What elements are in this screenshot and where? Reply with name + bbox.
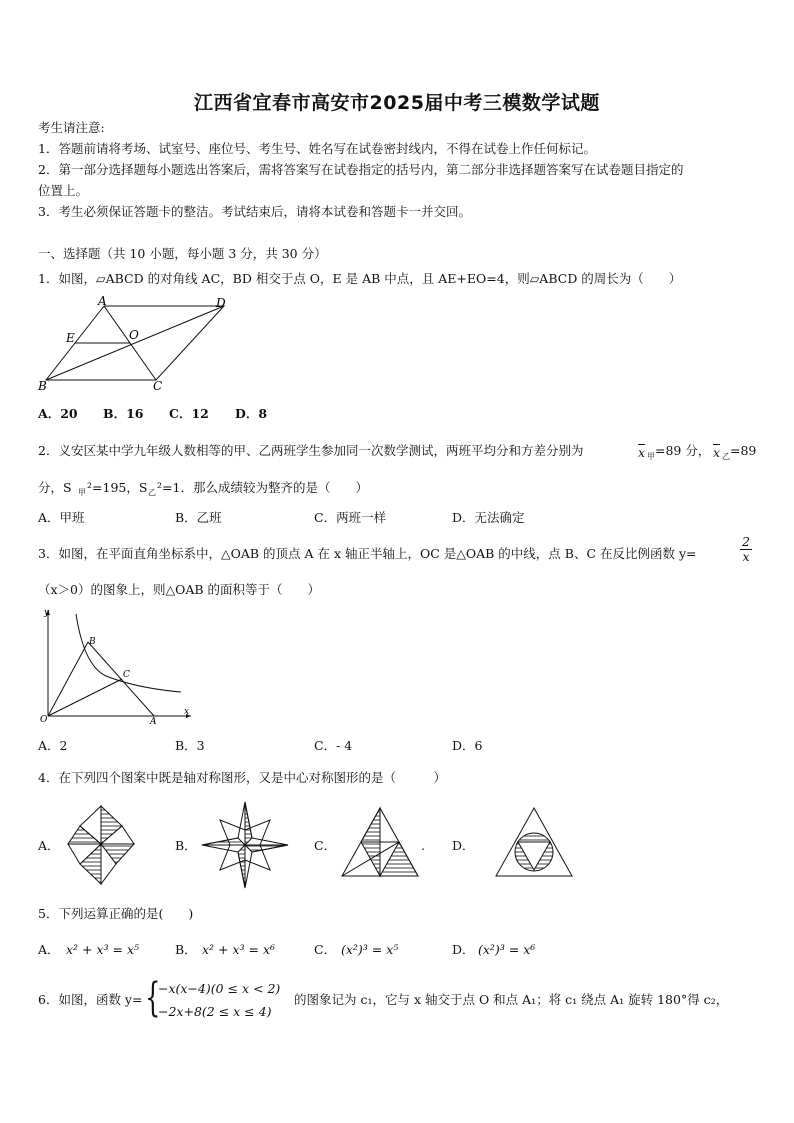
- q6-stem-a: 6．如图，函数 y=: [38, 992, 143, 1007]
- q2-stem-a: 2．义安区某中学九年级人数相等的甲、乙两班学生参加同一次数学测试，两班平均分和方差分别为: [38, 443, 584, 458]
- q4-triangle-figure-c: [340, 806, 420, 878]
- q2-eq-yi: =89: [730, 443, 757, 458]
- q2-s-sub-jia: 甲: [78, 488, 86, 497]
- q5-label-a: A．: [38, 942, 60, 957]
- q5-label-c: C．: [314, 942, 337, 957]
- q5-expr-b: x² + x³ = x⁶: [202, 942, 276, 957]
- q3-label-x: x: [184, 707, 190, 717]
- q2-sub-yi: 乙: [722, 452, 730, 461]
- q5-label-b: B．: [175, 942, 197, 957]
- q2-s-sub-yi: 乙: [148, 488, 156, 497]
- notice-item-2: 2．第一部分选择题每小题选出答案后，需将答案写在试卷指定的括号内，第二部分非选择题答案写在试卷题目指定的: [38, 162, 684, 177]
- q3-option-b: B．3: [175, 738, 205, 753]
- q3-label-y: y: [44, 608, 50, 618]
- q1-label-d: D: [216, 296, 226, 310]
- q1-label-c: C: [153, 379, 163, 392]
- notice-heading: 考生请注意:: [38, 120, 105, 135]
- q1-parallelogram-figure: [36, 296, 230, 392]
- q2-eq-jia: =89 分，: [655, 443, 711, 458]
- page-title: 江西省宜春市高安市2025届中考三模数学试题: [194, 92, 600, 114]
- q4-stem: 4．在下列四个图案中既是轴对称图形，又是中心对称图形的是（ ）: [38, 770, 446, 785]
- q4-label-b: B．: [175, 838, 197, 853]
- q5-expr-c: (x²)³ = x⁵: [341, 942, 399, 957]
- q2-option-b: B．乙班: [175, 510, 222, 525]
- q1-label-a: A: [98, 296, 107, 308]
- q6-case-1: −x(x−4)(0 ≤ x < 2): [158, 981, 281, 996]
- q3-label-b: B: [89, 637, 96, 647]
- q6-case-2: −2x+8(2 ≤ x ≤ 4): [158, 1004, 272, 1019]
- q5-label-d: D．: [452, 942, 475, 957]
- section-heading: 一、选择题（共 10 小题，每小题 3 分，共 30 分）: [38, 246, 327, 261]
- notice-item-2-cont: 位置上。: [38, 183, 89, 198]
- q6-stem-b: 的图象记为 c₁，它与 x 轴交于点 O 和点 A₁；将 c₁ 绕点 A₁ 旋转 180°得 c₂，: [294, 992, 729, 1007]
- q3-label-o: O: [40, 715, 48, 725]
- q2-stem-b3: ²=1．那么成绩较为整齐的是（ ）: [157, 480, 368, 495]
- q4-label-a: A．: [38, 838, 60, 853]
- q2-sub-jia: 甲: [647, 452, 655, 461]
- q3-option-a: A．2: [38, 738, 68, 753]
- q3-label-a: A: [150, 717, 157, 726]
- q2-option-d: D．无法确定: [452, 510, 525, 525]
- q3-frac-den: x: [742, 549, 750, 564]
- q3-stem-b: （x＞0）的图象上，则△OAB 的面积等于（ ）: [38, 582, 321, 597]
- q1-stem: 1．如图，▱ABCD 的对角线 AC，BD 相交于点 O，E 是 AB 中点，且 AE+EO=4，则▱ABCD 的周长为（ ）: [38, 271, 682, 286]
- q5-expr-a: x² + x³ = x⁵: [66, 942, 140, 957]
- q1-option-a: A．20: [38, 406, 78, 421]
- q1-label-b: B: [38, 379, 47, 392]
- q3-option-c: C．- 4: [314, 738, 353, 753]
- notice-item-1: 1．答题前请将考场、试室号、座位号、考生号、姓名写在试卷密封线内，不得在试卷上作任何标记。: [38, 141, 596, 156]
- q2-xbar-yi: $\overline{x}$: [713, 445, 721, 460]
- q3-fraction: [740, 535, 752, 564]
- q1-option-d: D．8: [235, 406, 268, 421]
- notice-item-3: 3．考生必须保证答题卡的整洁。考试结束后，请将本试卷和答题卡一并交回。: [38, 204, 471, 219]
- q4-label-d: D．: [452, 838, 475, 853]
- q3-option-d: D．6: [452, 738, 483, 753]
- q3-coordinate-figure: [36, 606, 196, 726]
- q3-frac-num: 2: [742, 534, 750, 549]
- q4-star-figure-b: [200, 800, 290, 890]
- q2-xbar-jia: $\overline{x}$: [638, 445, 646, 460]
- q3-stem: 3．如图，在平面直角坐标系中，△OAB 的顶点 A 在 x 轴正半轴上，OC 是△OAB 的中线，点 B、C 在反比例函数 y=: [38, 546, 697, 561]
- q3-label-c: C: [123, 670, 130, 680]
- q5-expr-d: (x²)³ = x⁶: [478, 942, 536, 957]
- q6-brace: {: [145, 975, 161, 1021]
- q4-dot: .: [421, 838, 425, 853]
- q1-option-c: C．12: [169, 406, 209, 421]
- q2-stem-b1: 分，S: [38, 480, 72, 495]
- q1-label-e: E: [66, 331, 75, 345]
- q4-pinwheel-figure-a: [66, 804, 136, 886]
- q2-option-c: C．两班一样: [314, 510, 387, 525]
- q2-stem-b2: ²=195，S: [87, 480, 148, 495]
- q1-option-b: B．16: [103, 406, 144, 421]
- q4-triangle-circle-figure-d: [494, 806, 574, 878]
- q5-stem: 5．下列运算正确的是( ): [38, 906, 194, 921]
- q4-label-c: C．: [314, 838, 337, 853]
- q2-option-a: A．甲班: [38, 510, 85, 525]
- q1-label-o: O: [129, 328, 139, 342]
